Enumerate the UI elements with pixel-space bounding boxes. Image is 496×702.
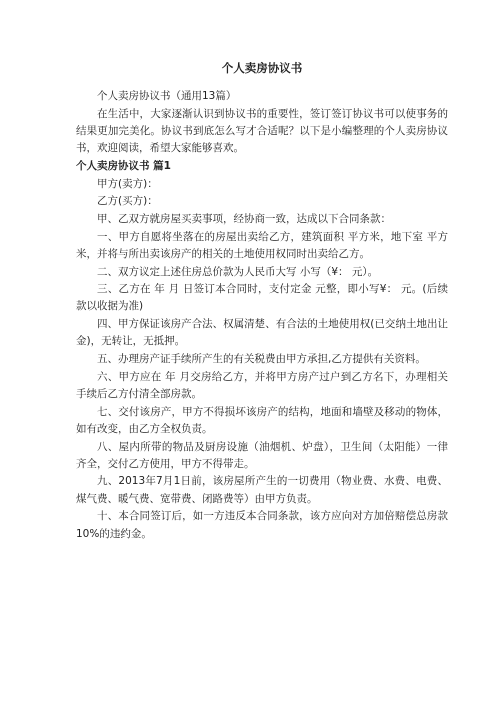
intro-paragraph: 在生活中，大家逐渐认识到协议书的重要性，签订签订协议书可以使事务的结果更加完美化。协议书到底怎么写才合适呢？以下是小编整理的个人卖房协议书，欢迎阅读，希望大家能够喜欢。 bbox=[76, 107, 448, 155]
clause-5: 五、办理房产证手续所产生的有关税费由甲方承担,乙方提供有关资料。 bbox=[97, 353, 426, 366]
clause-10: 十、本合同签订后，如一方违反本合同条款，该方应向对方加倍赔偿总房款10%的违约金。 bbox=[76, 510, 448, 540]
document-title: 个人卖房协议书 bbox=[221, 61, 303, 75]
section-heading: 个人卖房协议书 篇1 bbox=[76, 159, 171, 172]
clause-4: 四、甲方保证该房产合法、权属清楚、有合法的土地使用权(已交纳土地出让金)，无转让，无抵押。 bbox=[76, 318, 448, 348]
clause-9: 九、2013年7月1日前，该房屋所产生的一切费用（物业费、水费、电费、煤气费、暖气费、宽带费、闭路费等）由甲方负责。 bbox=[76, 475, 448, 505]
clause-8: 八、屋内所带的物品及厨房设施（油烟机、炉盘），卫生间（太阳能）一律齐全，交付乙方使用，甲方不得带走。 bbox=[76, 440, 448, 470]
clause-6: 六、甲方应在 年 月交房给乙方，并将甲方房产过户到乙方名下，办理相关手续后乙方付清全部房款。 bbox=[76, 370, 448, 400]
clause-1: 一、甲方自愿将坐落在的房屋出卖给乙方，建筑面积 平方米，地下室 平方米，并将与所出卖该房产的相关的土地使用权同时出卖给乙方。 bbox=[76, 230, 448, 260]
agreement-preamble: 甲、乙双方就房屋买卖事项，经协商一致，达成以下合同条款： bbox=[97, 212, 391, 225]
party-a-line: 甲方(卖方)： bbox=[97, 177, 158, 190]
party-b-line: 乙方(买方)： bbox=[97, 195, 158, 208]
clause-3: 三、乙方在 年 月 日签订本合同时，支付定金 元整，即小写¥： 元。(后续款以收据为准) bbox=[76, 283, 448, 313]
clause-7: 七、交付该房产，甲方不得损坏该房产的结构，地面和墙壁及移动的物体，如有改变，由乙方全权负责。 bbox=[76, 405, 448, 435]
intro-line: 个人卖房协议书（通用13篇） bbox=[97, 90, 237, 102]
clause-2: 二、双方议定上述住房总价款为人民币大写 小写（¥： 元）。 bbox=[97, 265, 379, 278]
